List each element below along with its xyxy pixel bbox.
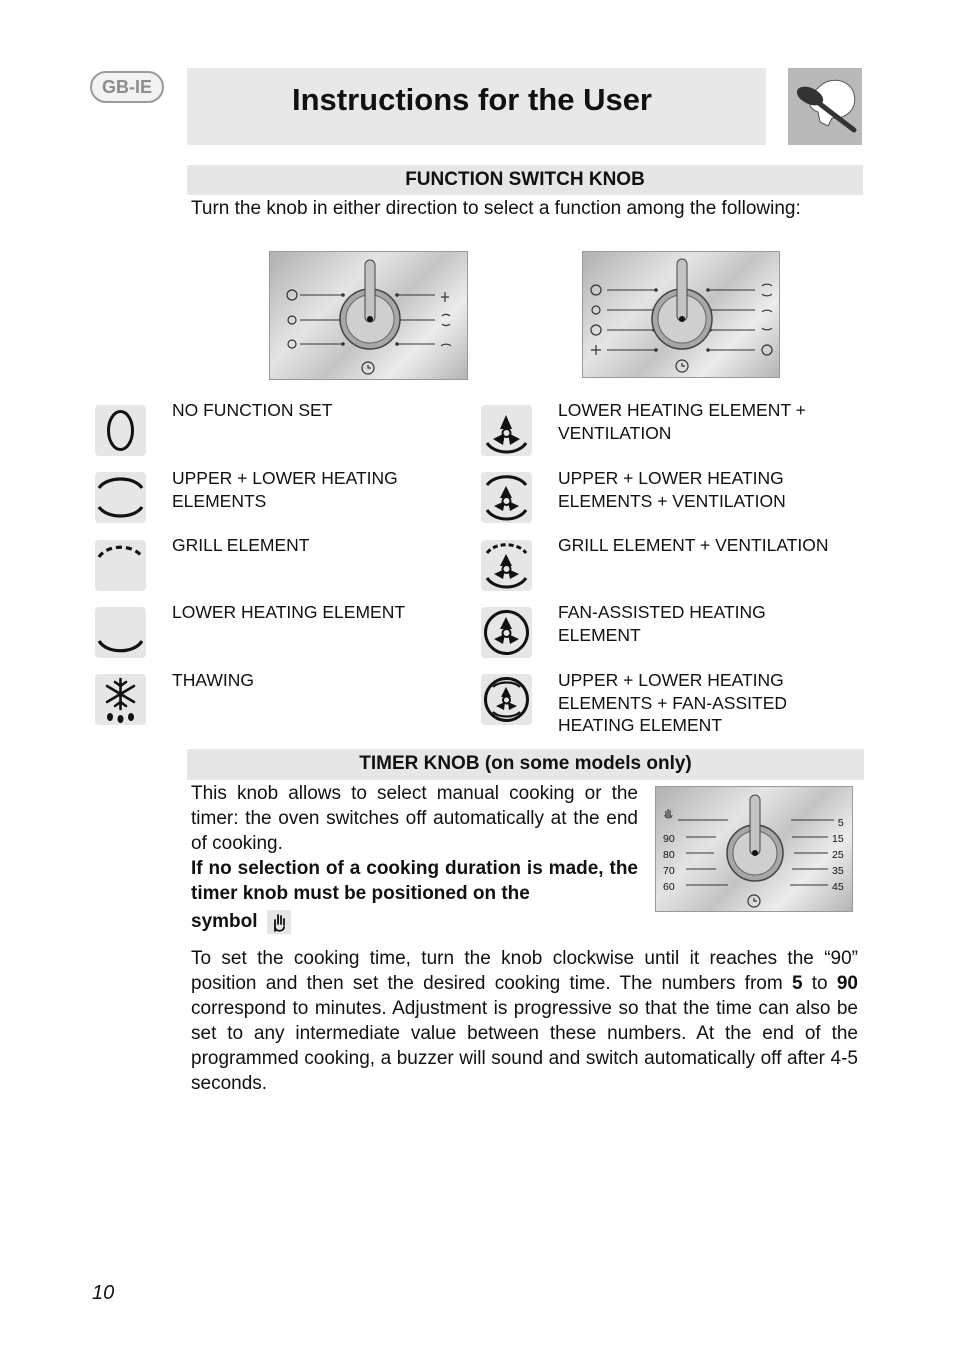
page-title: Instructions for the User [292, 82, 652, 117]
timer-label-80: 80 [663, 849, 675, 861]
lower-heating-ventilation-label: LOWER HEATING ELEMENT + VENTILATION [558, 400, 806, 443]
timer-bold-note: If no selection of a cooking duration is made, the timer knob must be positioned on the [191, 858, 638, 904]
upper-lower-fan-assisted-label: UPPER + LOWER HEATING ELEMENTS + FAN-ASSITED HEATING ELEMENT [558, 670, 788, 735]
lower-heating-ventilation-icon [481, 405, 532, 456]
symbol-line [191, 908, 291, 936]
upper-lower-ventilation-label: UPPER + LOWER HEATING ELEMENTS + VENTILATION [558, 468, 786, 511]
fan-assisted-icon [481, 607, 532, 658]
grill-element-label: GRILL ELEMENT [172, 535, 310, 555]
function-knob-panel-1 [269, 251, 468, 380]
thawing-icon [95, 674, 146, 725]
num-5: 5 [791, 973, 803, 994]
language-badge: GB-IE [90, 71, 164, 103]
upper-lower-fan-assisted-icon [481, 674, 532, 725]
thawing-label: THAWING [172, 670, 254, 690]
timer-label-35: 35 [832, 865, 844, 877]
upper-lower-heating-label: UPPER + LOWER HEATING ELEMENTS [172, 468, 398, 511]
timer-left-labels [663, 831, 675, 895]
grill-ventilation-icon [481, 540, 532, 591]
timer-label-90: 90 [663, 833, 675, 845]
function-switch-heading: FUNCTION SWITCH KNOB [187, 165, 863, 195]
fan-assisted-label: FAN-ASSISTED HEATING ELEMENT [558, 602, 766, 645]
timer-label-60: 60 [663, 881, 675, 893]
timer-right-labels [832, 815, 844, 895]
timer-label-45: 45 [832, 881, 844, 893]
grill-element-icon [95, 540, 146, 591]
num-90: 90 [836, 973, 858, 994]
upper-lower-heating-icon [95, 472, 146, 523]
no-function-icon [95, 405, 146, 456]
timer-knob-heading: TIMER KNOB (on some models only) [187, 749, 864, 780]
page-number: 10 [92, 1282, 115, 1304]
grill-ventilation-label: GRILL ELEMENT + VENTILATION [558, 535, 829, 555]
timer-text-2a: To set the cooking time, turn the knob clockwise until it reaches the “90” position and then set the desired cooking time. The numbers from [191, 948, 858, 994]
function-intro: Turn the knob in either direction to select a function among the following: [191, 198, 801, 219]
spoon-chef-hat-icon [788, 68, 862, 145]
timer-instructions [191, 946, 858, 1096]
timer-knob-panel [655, 786, 853, 912]
timer-text-2c: correspond to minutes. Adjustment is progressive so that the time can also be set to any intermediate value between these numbers. At the end of the programmed cooking, a buzzer will sound and switch automatically off after 4-5 seconds. [191, 998, 858, 1094]
upper-lower-ventilation-icon [481, 472, 532, 523]
timer-description [191, 781, 638, 906]
hand-icon [267, 910, 291, 934]
function-knob-panel-2 [582, 251, 780, 378]
lower-heating-icon [95, 607, 146, 658]
timer-text-2b: to [802, 973, 837, 994]
timer-text-1: This knob allows to select manual cooking or the timer: the oven switches off automatically at the end of cooking. [191, 783, 638, 854]
no-function-label: NO FUNCTION SET [172, 400, 333, 420]
timer-label-70: 70 [663, 865, 675, 877]
lower-heating-label: LOWER HEATING ELEMENT [172, 602, 406, 622]
symbol-word: symbol [191, 911, 258, 932]
timer-label-15: 15 [832, 833, 844, 845]
timer-label-25: 25 [832, 849, 844, 861]
timer-label-5: 5 [837, 817, 844, 829]
